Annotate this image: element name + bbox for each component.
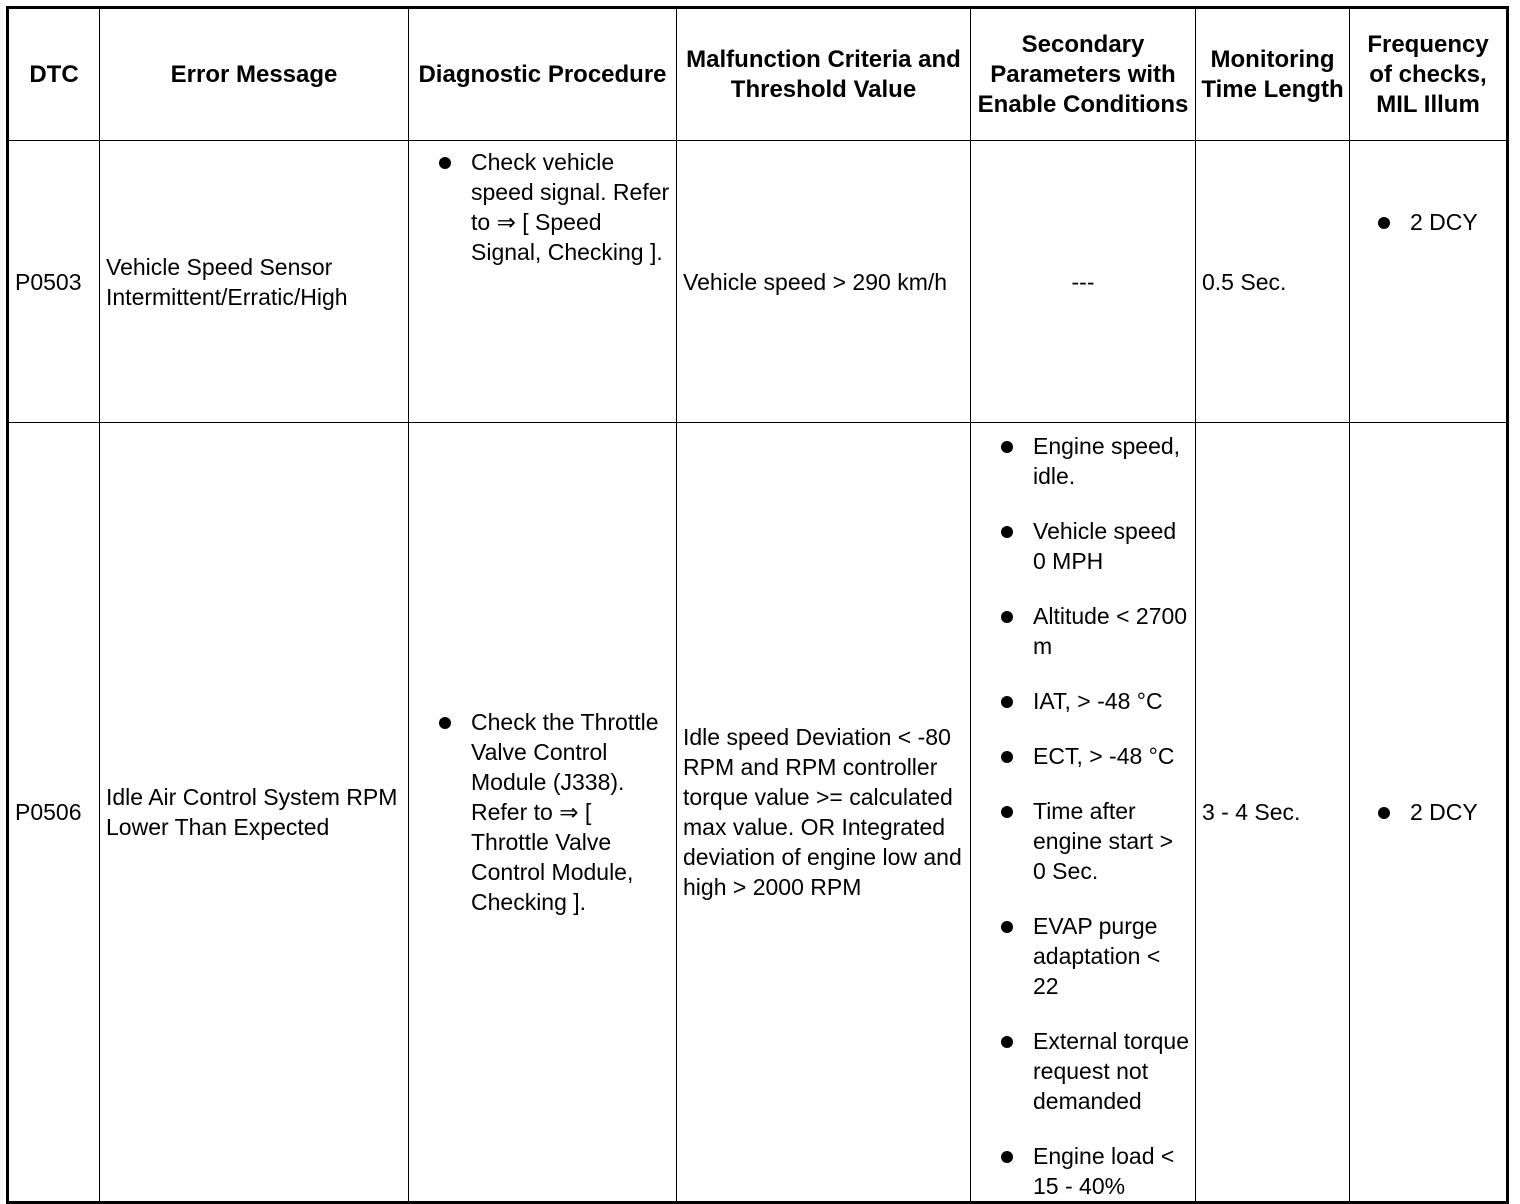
- frequency-item: 2 DCY: [1356, 207, 1502, 237]
- header-secondary-parameters: Secondary Parameters with Enable Conditions: [971, 8, 1196, 141]
- diagnostic-procedure: [409, 141, 677, 423]
- header-frequency: Frequency of checks, MIL Illum: [1350, 8, 1508, 141]
- secondary-item: Vehicle speed 0 MPH: [977, 516, 1191, 576]
- secondary-item: Time after engine start > 0 Sec.: [977, 796, 1191, 886]
- header-diagnostic-procedure: Diagnostic Procedure: [409, 8, 677, 141]
- frequency: [1350, 141, 1508, 423]
- malfunction-criteria: Idle speed Deviation < -80 RPM and RPM controller torque value >= calculated max value. OR Integrated deviation of engine low and high > 2000 RPM: [677, 423, 971, 1203]
- secondary-item: Engine load < 15 - 40%: [977, 1141, 1191, 1201]
- dtc-code: P0503: [8, 141, 100, 423]
- secondary-item: ECT, > -48 °C: [977, 741, 1191, 771]
- frequency-item: 2 DCY: [1356, 797, 1502, 827]
- header-dtc: DTC: [8, 8, 100, 141]
- header-malfunction-criteria: Malfunction Criteria and Threshold Value: [677, 8, 971, 141]
- procedure-item: Check vehicle speed signal. Refer to ⇒ [ Speed Signal, Checking ].: [415, 147, 672, 267]
- monitoring-time: 3 - 4 Sec.: [1196, 423, 1350, 1203]
- secondary-item: Engine speed, idle.: [977, 431, 1191, 491]
- diagnostic-procedure: [409, 423, 677, 1203]
- monitoring-time: 0.5 Sec.: [1196, 141, 1350, 423]
- table-row: [8, 423, 1508, 1203]
- error-message: Vehicle Speed Sensor Intermittent/Erratic/High: [100, 141, 409, 423]
- secondary-parameters: [971, 423, 1196, 1203]
- table-row: [8, 141, 1508, 423]
- header-monitoring-time: Monitoring Time Length: [1196, 8, 1350, 141]
- error-message: Idle Air Control System RPM Lower Than Expected: [100, 423, 409, 1203]
- secondary-item: EVAP purge adaptation < 22: [977, 911, 1191, 1001]
- secondary-item: Altitude < 2700 m: [977, 601, 1191, 661]
- table-header-row: [8, 8, 1508, 141]
- dtc-code: P0506: [8, 423, 100, 1203]
- procedure-item: Check the Throttle Valve Control Module (J338). Refer to ⇒ [ Throttle Valve Control Module, Checking ].: [415, 707, 672, 917]
- secondary-item: External torque request not demanded: [977, 1026, 1191, 1116]
- frequency: [1350, 423, 1508, 1203]
- secondary-parameters: ---: [971, 141, 1196, 423]
- dtc-table: [6, 6, 1509, 1204]
- header-error-message: Error Message: [100, 8, 409, 141]
- secondary-item: IAT, > -48 °C: [977, 686, 1191, 716]
- malfunction-criteria: Vehicle speed > 290 km/h: [677, 141, 971, 423]
